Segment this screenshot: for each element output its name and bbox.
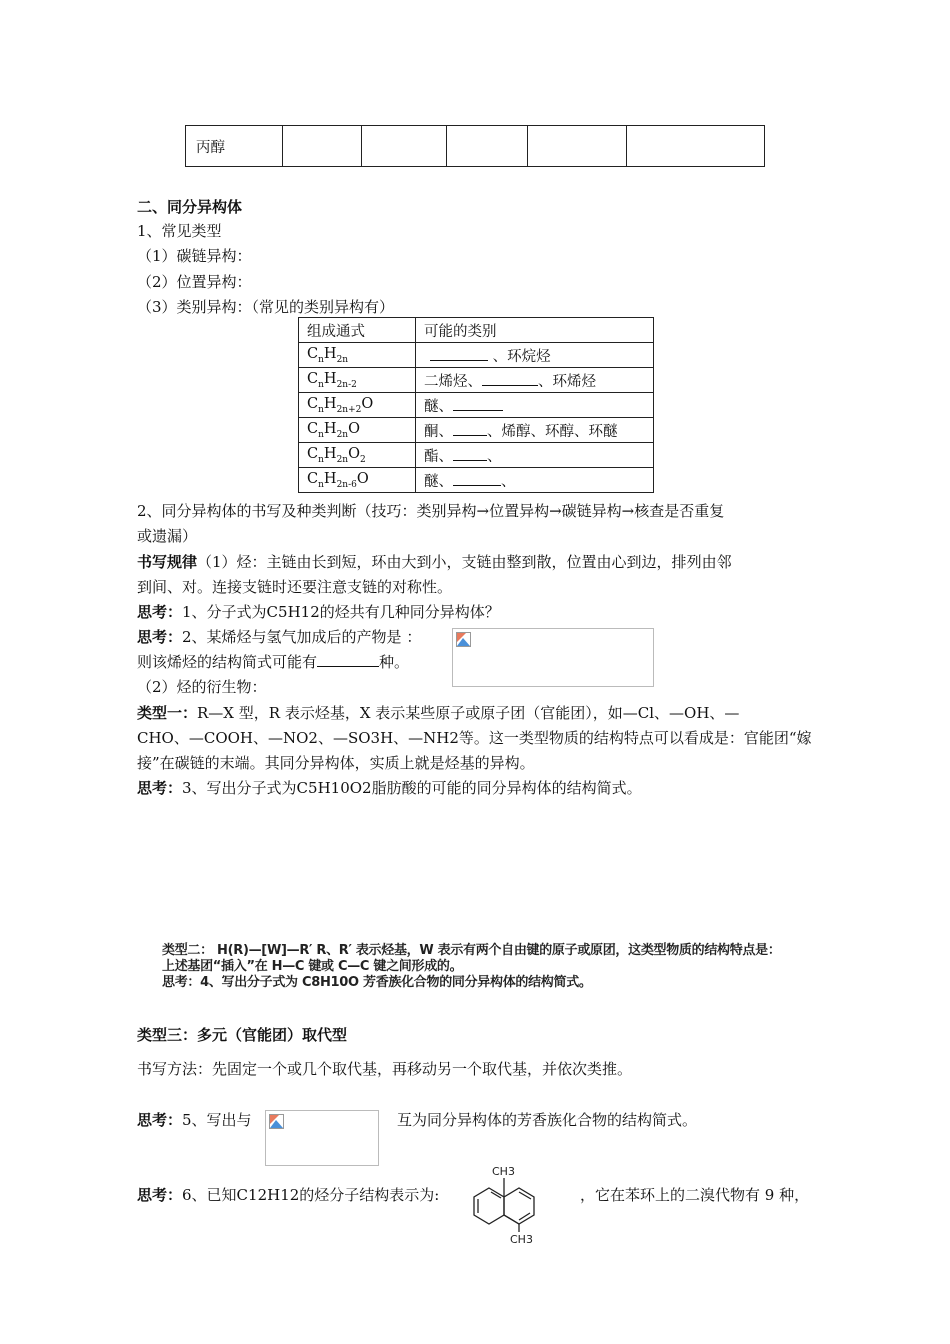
table-row — [299, 443, 654, 468]
think-question: 思考：1、分子式为C5H12的烃共有几种同分异构体？ — [137, 603, 500, 621]
table-cell — [362, 126, 447, 167]
paragraph-line: 或遗漏） — [137, 527, 198, 545]
common-type-item: （1）碳链异构： — [137, 247, 252, 265]
type2-line: 类型二： H(R)—[W]—R′ R、R′ 表示烃基，W 表示有两个自由键的原子或原团，这类型物质的结构特点是： — [162, 943, 781, 958]
think-question: 思考：2、某烯烃与氢气加成后的产物是 ： — [137, 628, 422, 646]
formula-cell: $C_nH_{2n}O_2$ — [299, 443, 416, 468]
think-question-tail: 互为同分异构体的芳香族化合物的结构简式。 — [397, 1111, 698, 1129]
table-cell — [528, 126, 627, 167]
derivatives-heading: （2）烃的衍生物： — [137, 678, 267, 696]
formula-cell: $C_nH_{2n}$ — [299, 343, 416, 368]
category-cell: 酯、 、 — [416, 443, 654, 468]
table-row — [299, 368, 654, 393]
broken-image-icon — [269, 1114, 284, 1129]
think-question: 思考：5、写出与 — [137, 1111, 252, 1129]
category-cell: 二烯烃、 、环烯烃 — [416, 368, 654, 393]
category-cell: 醚、 — [416, 393, 654, 418]
table-row — [299, 418, 654, 443]
table-cell: 丙醇 — [186, 126, 283, 167]
structure-image-placeholder — [452, 628, 654, 687]
structure-image-placeholder — [265, 1110, 379, 1166]
table-cell — [627, 126, 765, 167]
common-type-item: （2）位置异构： — [137, 273, 252, 291]
table-row — [299, 343, 654, 368]
table-row — [299, 468, 654, 493]
category-table — [298, 317, 654, 493]
naphthalene-structure-icon — [452, 1160, 562, 1244]
type2-line: 思考：4、写出分子式为 C8H10O 芳香族化合物的同分异构体的结构简式。 — [162, 975, 592, 990]
methyl-label-bottom: CH3 — [510, 1233, 533, 1244]
common-type-item: （3）类别异构：（常见的类别异构有） — [137, 298, 395, 316]
category-cell: 醚、 、 — [416, 468, 654, 493]
paragraph-line: 书写规律（1）烃：主链由长到短，环由大到小，支链由整到散，位置由心到边，排列由邻 — [137, 553, 732, 571]
think-question-line: 则该烯烃的结构简式可能有 种。 — [137, 653, 410, 671]
section-title: 二、同分异构体 — [137, 198, 243, 216]
paragraph-line: 类型一：R—X 型，R 表示烃基，X 表示某些原子或原子团（官能团），如—Cl、—OH、— — [137, 704, 740, 722]
paragraph-line: 到间、对。连接支链时还要注意支链的对称性。 — [137, 578, 453, 596]
top-table — [185, 125, 765, 167]
paragraph-line: 2、同分异构体的书写及种类判断（技巧：类别异构→位置异构→碳链异构→核查是否重复 — [137, 502, 725, 520]
category-cell: 酮、 、烯醇、环醇、环醚 — [416, 418, 654, 443]
think-question: 思考：6、已知C12H12的烃分子结构表示为: — [137, 1186, 440, 1204]
rule-label: 书写规律 — [137, 553, 198, 571]
broken-image-icon — [456, 632, 471, 647]
table-cell — [283, 126, 362, 167]
table-header: 组成通式 — [299, 318, 416, 343]
table-header: 可能的类别 — [416, 318, 654, 343]
method-text: 书写方法：先固定一个或几个取代基，再移动另一个取代基，并依次类推。 — [137, 1060, 633, 1078]
formula-cell: $C_nH_{2n+2}O$ — [299, 393, 416, 418]
table-cell — [447, 126, 528, 167]
methyl-label-top: CH3 — [492, 1165, 515, 1178]
think-question: 思考：3、写出分子式为C5H10O2脂肪酸的可能的同分异构体的结构简式。 — [137, 779, 642, 797]
formula-cell: $C_nH_{2n-6}O$ — [299, 468, 416, 493]
common-types-heading: 1、常见类型 — [137, 222, 222, 240]
paragraph-line: 接”在碳链的末端。其同分异构体，实质上就是烃基的异构。 — [137, 754, 535, 772]
formula-cell: $C_nH_{2n}O$ — [299, 418, 416, 443]
category-cell: 、环烷烃 — [416, 343, 654, 368]
formula-cell: $C_nH_{2n-2}$ — [299, 368, 416, 393]
paragraph-line: CHO、—COOH、—NO2、—SO3H、—NH2等。这一类型物质的结构特点可以看成是：官能团“嫁 — [137, 729, 812, 747]
type2-line: 上述基团“插入”在 H—C 键或 C—C 键之间形成的。 — [162, 959, 463, 974]
section-title: 类型三：多元（官能团）取代型 — [137, 1026, 348, 1044]
think-question-tail: ，它在苯环上的二溴代物有 9 种， — [580, 1186, 810, 1204]
table-row — [299, 393, 654, 418]
